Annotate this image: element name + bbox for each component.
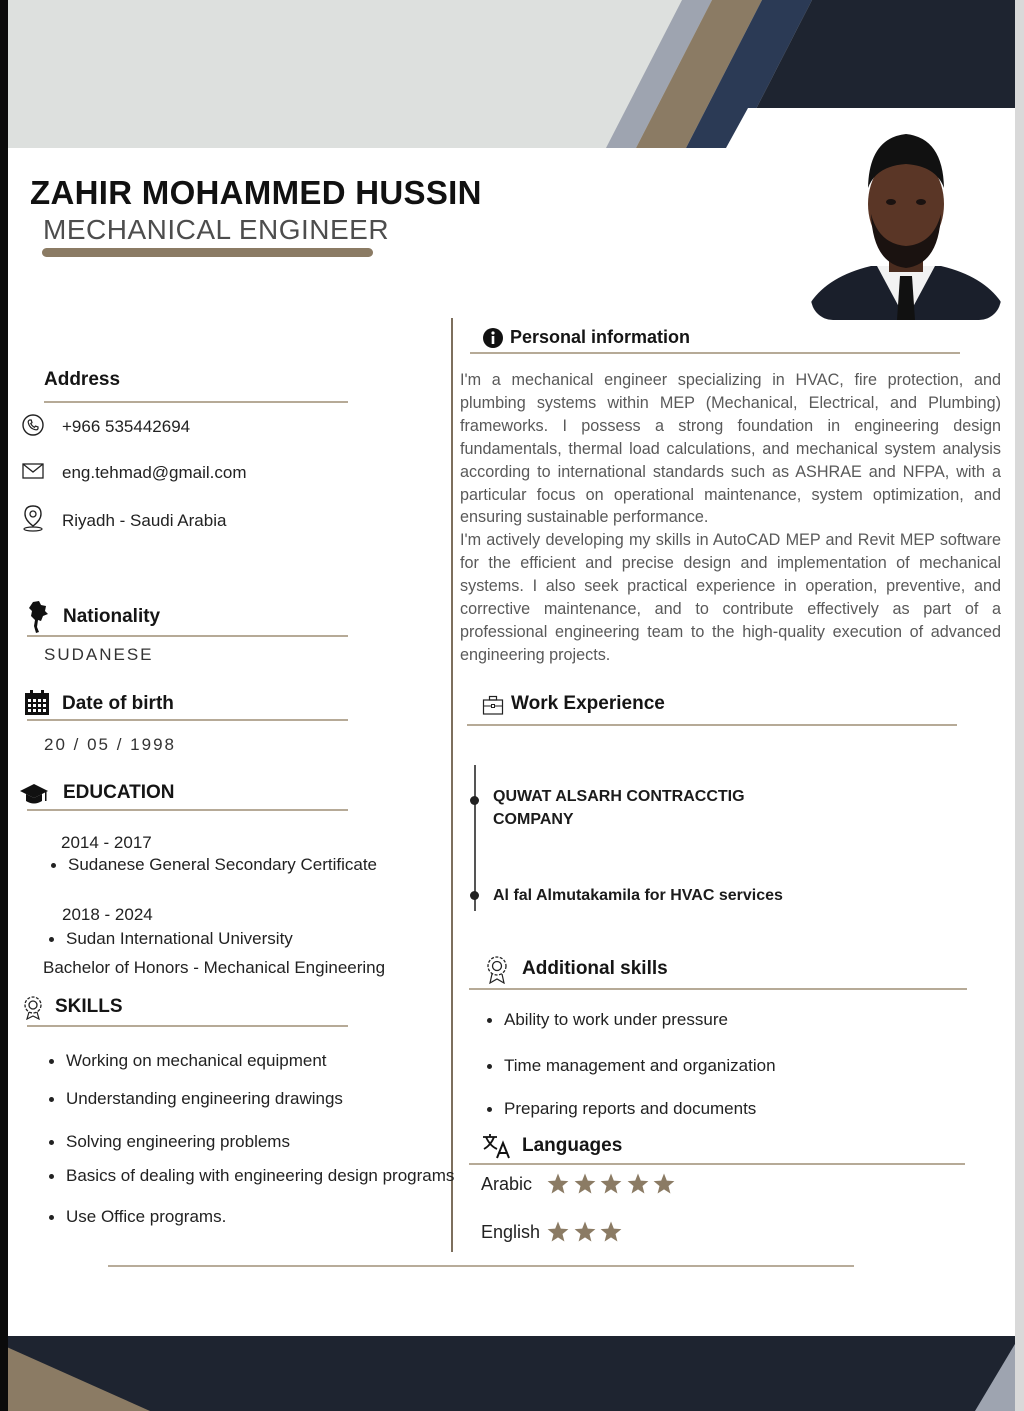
star-icon: [573, 1220, 597, 1244]
job-2: Al fal Almutakamila for HVAC services: [493, 887, 783, 904]
education-degree: Bachelor of Honors - Mechanical Engineering: [43, 958, 386, 977]
skill-item: Basics of dealing with engineering design programs: [66, 1166, 455, 1185]
location-pin-icon: [21, 504, 45, 532]
star-icon: [573, 1172, 597, 1196]
star-icon: [546, 1172, 570, 1196]
work-heading: Work Experience: [511, 693, 665, 714]
education-years-1: 2014 - 2017: [61, 833, 152, 852]
briefcase-icon: [482, 694, 504, 716]
map-icon: [27, 600, 51, 634]
dob-rule: [27, 719, 348, 721]
additional-skills-rule: [469, 988, 967, 990]
personal-summary: [460, 369, 1001, 667]
summary-paragraph-1: I'm a mechanical engineer specializing in HVAC, fire protection, and plumbing systems within MEP (Mechanical, Electrical, and Plumbing) frameworks. I possess a strong foundation in engineering design fundamentals, thermal load calculations, and mechanical system analysis according to international standards such as ASHRAE and NFPA, with a particular focus on operational maintenance, system optimization, and ensuring sustainable performance.: [460, 371, 1001, 527]
translate-icon: [482, 1133, 512, 1159]
skill-item: Working on mechanical equipment: [66, 1051, 327, 1070]
phone-number: +966 535442694: [62, 417, 191, 436]
education-years-2: 2018 - 2024: [62, 905, 153, 924]
additional-skill-item: Ability to work under pressure: [504, 1010, 728, 1029]
personal-heading: Personal information: [510, 327, 691, 347]
gear-award-icon: [21, 994, 45, 1020]
address-rule: [44, 401, 348, 403]
job-1-line-1: QUWAT ALSARH CONTRACCTIG: [493, 788, 745, 805]
full-name: ZAHIR MOHAMMED HUSSIN: [30, 174, 482, 211]
education-rule: [27, 809, 348, 811]
additional-skills-heading: Additional skills: [522, 958, 668, 979]
phone-icon: [21, 413, 45, 437]
languages-heading: Languages: [522, 1135, 623, 1156]
star-icon: [546, 1220, 570, 1244]
job-1-line-2: COMPANY: [493, 811, 574, 828]
nationality-value: SUDANESE: [44, 645, 154, 664]
languages-rule: [469, 1163, 965, 1165]
dob-heading: Date of birth: [62, 693, 174, 714]
personal-rule: [470, 352, 960, 354]
info-icon: [482, 327, 504, 349]
additional-skill-item: Time management and organization: [504, 1056, 776, 1075]
job-1: [493, 785, 745, 831]
left-edge: [0, 0, 8, 1411]
skills-heading: SKILLS: [55, 996, 123, 1017]
timeline-dot: [470, 891, 479, 900]
footer-rule: [108, 1265, 854, 1267]
additional-skill-item: Preparing reports and documents: [504, 1099, 757, 1118]
title-underline: [42, 248, 373, 257]
job-title: MECHANICAL ENGINEER: [43, 214, 390, 245]
graduation-cap-icon: [19, 782, 49, 808]
column-divider: [451, 318, 453, 1252]
language-english: English: [481, 1222, 541, 1242]
nationality-rule: [27, 635, 348, 637]
skill-item: Solving engineering problems: [66, 1132, 290, 1151]
dob-value: 20 / 05 / 1998: [44, 735, 176, 754]
email-icon: [21, 459, 45, 483]
star-icon: [652, 1172, 676, 1196]
location: Riyadh - Saudi Arabia: [62, 511, 227, 530]
skills-rule: [27, 1025, 348, 1027]
gear-award-icon: [484, 954, 510, 984]
timeline-line: [474, 765, 476, 911]
star-icon: [599, 1172, 623, 1196]
star-icon: [626, 1172, 650, 1196]
address-heading: Address: [44, 369, 121, 390]
profile-photo: [811, 126, 1001, 320]
skill-item: Understanding engineering drawings: [66, 1089, 343, 1108]
work-rule: [467, 724, 957, 726]
education-institution-2: Sudan International University: [66, 929, 293, 948]
summary-paragraph-2: I'm actively developing my skills in AutoCAD MEP and Revit MEP software for the efficient and precise design and implementation of mechanical systems. I also seek practical experience in operation, preventive, and corrective maintenance, and to contribute effectively as part of a professional engineering team to the high-quality execution of advanced engineering projects.: [460, 531, 1001, 664]
education-heading: EDUCATION: [63, 782, 175, 803]
language-arabic: Arabic: [481, 1174, 533, 1194]
footer-decoration: [0, 1336, 1024, 1411]
email-address: eng.tehmad@gmail.com: [62, 463, 247, 482]
timeline-dot: [470, 796, 479, 805]
star-icon: [599, 1220, 623, 1244]
skill-item: Use Office programs.: [66, 1207, 227, 1226]
calendar-icon: [24, 690, 50, 716]
nationality-heading: Nationality: [63, 606, 161, 627]
right-edge: [1015, 0, 1024, 1411]
education-institution-1: Sudanese General Secondary Certificate: [68, 855, 378, 874]
